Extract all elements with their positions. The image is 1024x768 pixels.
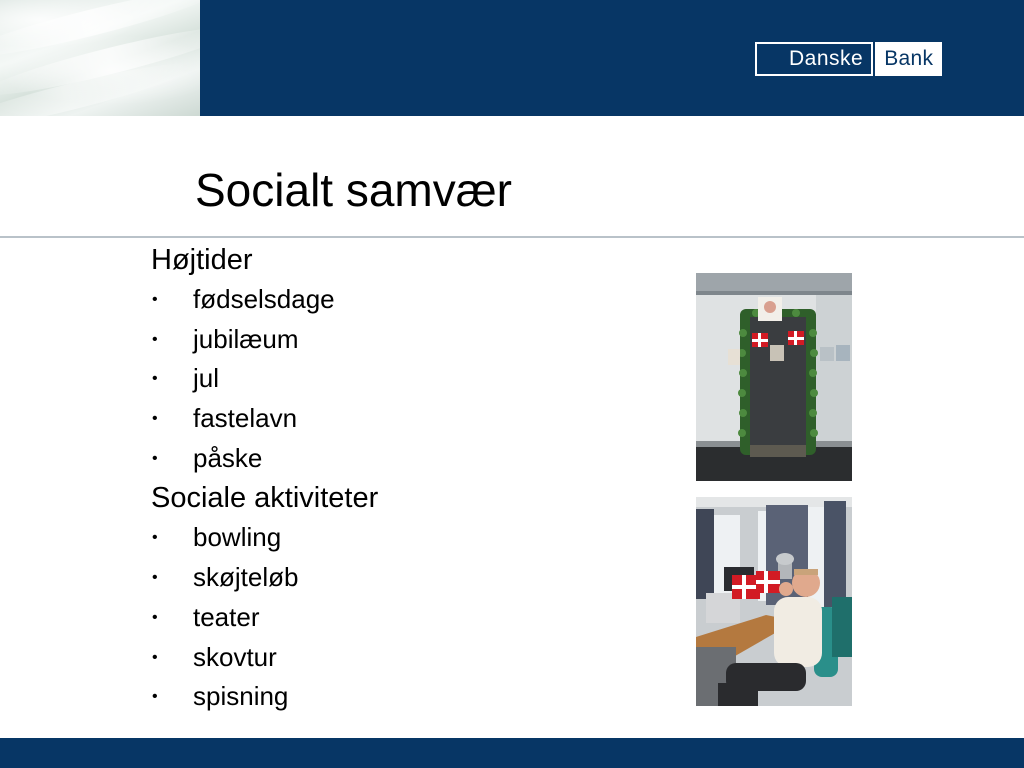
slide-title: Socialt samvær bbox=[195, 164, 512, 216]
section-holidays bbox=[151, 240, 671, 478]
logo-text-danske: Danske bbox=[755, 42, 873, 76]
bullet-icon: • bbox=[152, 330, 158, 348]
list-item bbox=[151, 598, 671, 638]
list-item bbox=[151, 359, 671, 399]
list-item bbox=[151, 677, 671, 717]
footer-band bbox=[0, 738, 1024, 768]
list-item bbox=[151, 320, 671, 360]
slide-content bbox=[151, 240, 671, 717]
bullet-icon: • bbox=[152, 529, 158, 547]
photo-man-with-flags-and-trophy bbox=[696, 497, 852, 706]
bullet-icon: • bbox=[152, 410, 158, 428]
bullet-icon: • bbox=[152, 291, 158, 308]
list-item-text: jubilæum bbox=[193, 323, 299, 354]
list-item bbox=[151, 558, 671, 598]
section-heading: Sociale aktiviteter bbox=[151, 482, 379, 515]
list-item bbox=[151, 518, 671, 558]
header-decoration-image bbox=[0, 0, 200, 116]
bullet-icon: • bbox=[152, 569, 158, 587]
bullet-icon: • bbox=[152, 688, 158, 706]
list-item bbox=[151, 439, 671, 479]
bullet-icon: • bbox=[152, 449, 158, 467]
list-item-text: jul bbox=[193, 363, 220, 394]
list-item-text: teater bbox=[193, 601, 260, 632]
list-item bbox=[151, 638, 671, 678]
list-item-text: fastelavn bbox=[193, 403, 298, 434]
list-item-text: fødselsdage bbox=[193, 284, 335, 314]
photo-decorated-door bbox=[696, 273, 852, 481]
bullet-icon: • bbox=[152, 370, 158, 388]
list-item-text: spisning bbox=[193, 681, 289, 712]
list-item-text: påske bbox=[193, 442, 263, 473]
bullet-list bbox=[151, 518, 671, 716]
danske-bank-logo bbox=[755, 42, 942, 76]
list-item bbox=[151, 280, 671, 320]
bullet-list bbox=[151, 280, 671, 478]
list-item-text: bowling bbox=[193, 522, 282, 553]
list-item-text: skovtur bbox=[193, 641, 277, 672]
section-heading: Højtider bbox=[151, 244, 253, 276]
title-divider bbox=[0, 236, 1024, 238]
list-item bbox=[151, 399, 671, 439]
bullet-icon: • bbox=[152, 608, 158, 626]
header-band bbox=[0, 0, 1024, 116]
logo-text-bank: Bank bbox=[875, 42, 942, 76]
section-social-activities bbox=[151, 478, 671, 716]
bullet-icon: • bbox=[152, 648, 158, 666]
list-item-text: skøjteløb bbox=[193, 562, 299, 593]
